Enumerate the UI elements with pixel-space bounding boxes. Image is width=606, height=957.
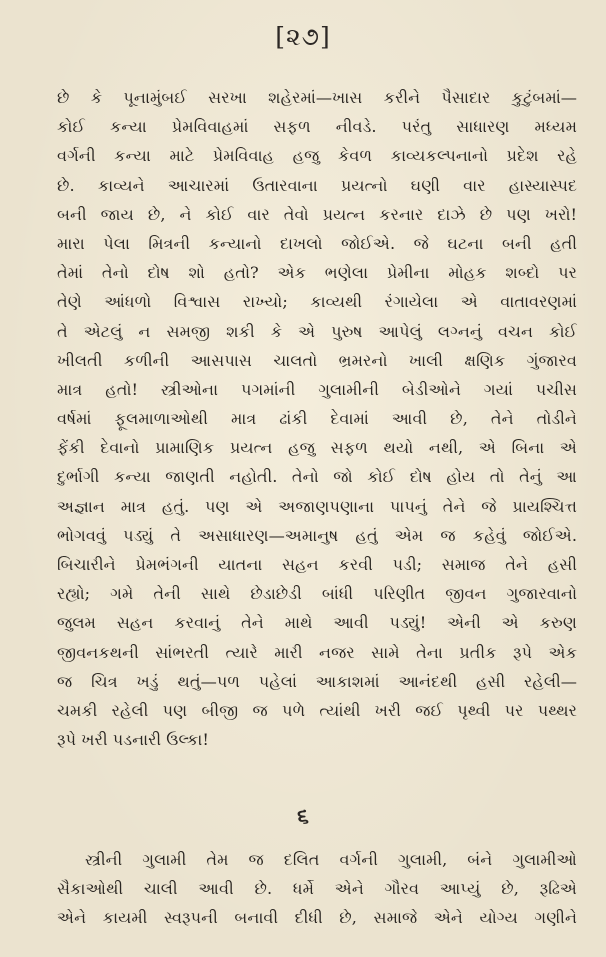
text-line: બિચારીને પ્રેમભંગની યાતના સહન કરવી પડી; સમાજ તેને હસી <box>57 555 577 574</box>
text-line: વર્ષમાં ફૂલમાળાઓથી માત્ર ઢાંકી દેવામાં આવી છે, તેને તોડીને <box>57 409 577 429</box>
text-line: જીવનકથની સાંભરતી ત્યારે મારી નજર સામે તેના પ્રતીક રૂપે એક <box>57 642 577 662</box>
text-line: અજ્ઞાન માત્ર હતું. પણ એ અજાણપણાના પાપનું તેને જે પ્રાયશ્ચિત્ત <box>57 496 577 516</box>
text-line: એને કાયમી સ્વરૂપની બનાવી દીધી છે, સમાજે એને યોગ્ય ગણીને <box>57 908 577 928</box>
text-line: ચમકી રહેલી પણ બીજી જ પળે ત્યાંથી ખરી જઈ પૃથ્વી પર પથ્થર <box>57 700 577 720</box>
text-line: છે. કાવ્યને આચારમાં ઉતારવાના પ્રયત્નો ઘણી વાર હાસ્યાસ્પદ <box>57 175 577 195</box>
text-line: માત્ર હતો! સ્ત્રીઓના પગમાંની ગુલામીની બેડીઓને ગયાં પચીસ <box>57 379 577 399</box>
text-line: વર્ગની કન્યા માટે પ્રેમવિવાહ હજુ કેવળ કાવ્યકલ્પનાનો પ્રદેશ રહે <box>57 146 577 166</box>
text-line: ફેંકી દેવાનો પ્રામાણિક પ્રયત્ન હજુ સફળ થયો નથી, એ બિના એ <box>57 438 577 458</box>
page-number: [૨૭] <box>275 22 331 51</box>
text-line: ખીલતી કળીની આસપાસ ચાલતો ભ્રમરનો ખાલી ક્ષણિક ગુંજારવ <box>57 350 577 370</box>
section-number: ૬ <box>297 803 309 828</box>
paragraph-1 <box>57 83 577 754</box>
text-line: સૈકાઓથી ચાલી આવી છે. ધર્મે એને ગૌરવ આપ્યું છે, રૂઢિએ <box>57 879 577 899</box>
text-line: રૂપે ખરી પડનારી ઉલ્કા! <box>57 730 209 750</box>
text-line: તે એટલું ન સમજી શકી કે એ પુરુષ આપેલું લગ્નનું વચન કોઈ <box>57 321 577 341</box>
text-line: કોઈ કન્યા પ્રેમવિવાહમાં સફળ નીવડે. પરંતુ સાધારણ મધ્યમ <box>57 117 577 137</box>
text-line: ભોગવવું પડ્યું તે અસાધારણ—અમાનુષ હતું એમ જ કહેવું જોઈએ. <box>57 525 577 545</box>
text-line: તેમાં તેનો દોષ શો હતો? એક ભણેલા પ્રેમીના મોહક શબ્દો પર <box>57 263 577 283</box>
text-line: છે કે પૂનામુંબઈ સરખા શહેરમાં—ખાસ કરીને પૈસાદાર કુટુંબમાં— <box>57 88 577 107</box>
paragraph-2 <box>57 845 577 933</box>
text-line: સ્ત્રીની ગુલામી તેમ જ દલિત વર્ગની ગુલામી, બંને ગુલામીઓ <box>85 850 577 869</box>
text-line: મારા પેલા મિત્રની કન્યાનો દાખલો જોઈએ. જે ઘટના બની હતી <box>57 233 577 253</box>
text-line: બની જાય છે, ને કોઈ વાર તેવો પ્રયત્ન કરનાર દાઝે છે પણ ખરો! <box>57 204 577 224</box>
text-line: તેણે આંધળો વિશ્વાસ રાખ્યો; કાવ્યથી રંગાયેલા એ વાતાવરણમાં <box>57 292 577 312</box>
text-line: દુર્ભાગી કન્યા જાણતી નહોતી. તેનો જો કોઈ દોષ હોય તો તેનું આ <box>57 467 577 487</box>
text-line: જ ચિત્ર ખડું થતું—પળ પહેલાં આકાશમાં આનંદથી હસી રહેલી— <box>57 671 577 691</box>
text-line: રહ્યો; ગમે તેની સાથે છેડાછેડી બાંધી પરિણીત જીવન ગુજારવાનો <box>57 584 577 604</box>
text-line: જુલમ સહન કરવાનું તેને માથે આવી પડ્યું! એની એ કરુણ <box>57 613 577 633</box>
